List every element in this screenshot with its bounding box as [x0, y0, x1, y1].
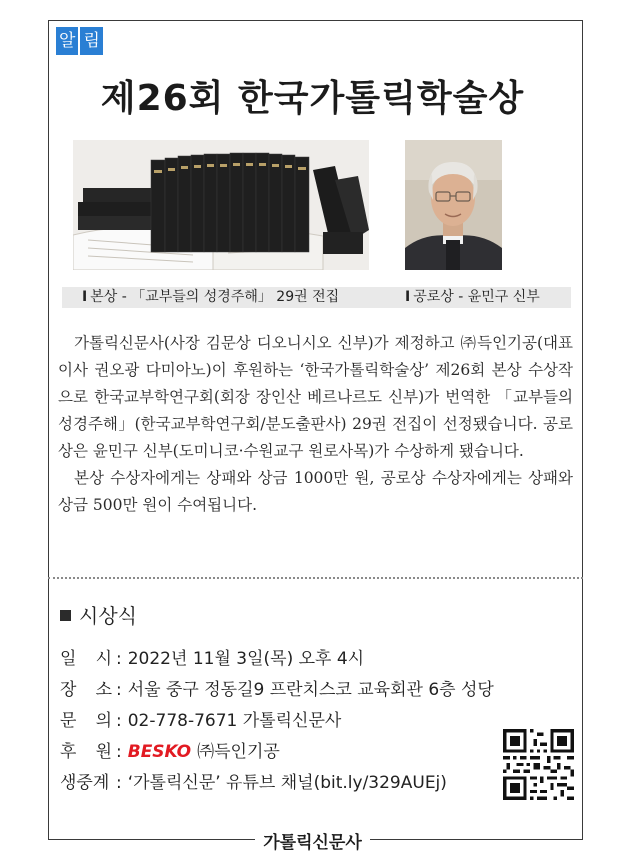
square-bullet-icon [60, 610, 71, 621]
footer [0, 828, 625, 853]
caption-books-text: 본상 - 「교부들의 성경주해」 29권 전집 [90, 289, 340, 305]
info-value: 2022년 11월 3일(목) 오후 4시 [127, 649, 365, 669]
ceremony-heading-text: 시상식 [79, 604, 137, 628]
info-value: 02-778-7671 가톨릭신문사 [127, 711, 342, 731]
caption-mark: I [405, 289, 411, 305]
paragraph-2: 본상 수상자에게는 상패와 상금 1000만 원, 공로상 수상자에게는 상패와 상금 500만 원이 수여됩니다. [58, 469, 573, 514]
info-row-place: 장 소 : 서울 중구 정동길9 프란치스코 교육회관 6층 성당 [60, 677, 494, 703]
info-row-contact: 문 의 : 02-778-7671 가톨릭신문사 [60, 708, 341, 734]
caption-books [82, 287, 339, 308]
info-label: 후 원 [60, 742, 112, 762]
info-label: 일 시 [60, 649, 112, 669]
info-label: 생중계 [60, 773, 110, 793]
info-row-sponsor: 후 원 : BESKO ㈜득인기공 [60, 739, 280, 765]
newspaper-logo: 가톨릭신문사 [255, 828, 370, 853]
caption-priest [405, 287, 540, 308]
article-body [58, 330, 573, 519]
info-value: 서울 중구 정동길9 프란치스코 교육회관 6층 성당 [127, 680, 494, 700]
page-title: 제26회 한국가톨릭학술상 [100, 78, 525, 119]
info-label: 문 의 [60, 711, 112, 731]
books-illustration [73, 140, 369, 270]
info-value: ㈜득인기공 [197, 742, 280, 762]
section-divider [48, 577, 583, 579]
paragraph-1: 가톨릭신문사(사장 김문상 디오니시오 신부)가 제정하고 ㈜득인기공(대표이사 권오광 다미아노)이 후원하는 ‘한국가톨릭학술상’ 제26회 본상 수상작으로 한국교부학연구회(회장 장인산 베르나르도 신부)가 번역한 「교부들의 성경주해」(한국교부학연구회/분도출판사) 29권 전집이 선정됐습니다. 공로상은 윤민구 신부(도미니코·수원교구 원로사목)가 수상하게 됐습니다. [58, 334, 573, 460]
tag-char-1: 알 [56, 27, 78, 55]
caption-mark: I [82, 289, 88, 305]
priest-photo [405, 140, 502, 270]
ceremony-heading [60, 600, 137, 629]
besko-logo: BESKO [127, 742, 192, 762]
priest-portrait [405, 140, 502, 270]
info-row-date: 일 시 : 2022년 11월 3일(목) 오후 4시 [60, 646, 364, 672]
info-label: 장 소 [60, 680, 112, 700]
caption-priest-text: 공로상 - 윤민구 신부 [413, 289, 540, 305]
info-row-stream: 생중계 : ‘가톨릭신문’ 유튜브 채널(bit.ly/329AUEj) [60, 770, 447, 796]
notice-tag [56, 27, 105, 55]
books-photo [73, 140, 369, 270]
tag-char-2: 림 [80, 27, 102, 55]
info-value: ‘가톨릭신문’ 유튜브 채널(bit.ly/329AUEj) [127, 773, 447, 793]
qr-code[interactable] [503, 729, 574, 800]
